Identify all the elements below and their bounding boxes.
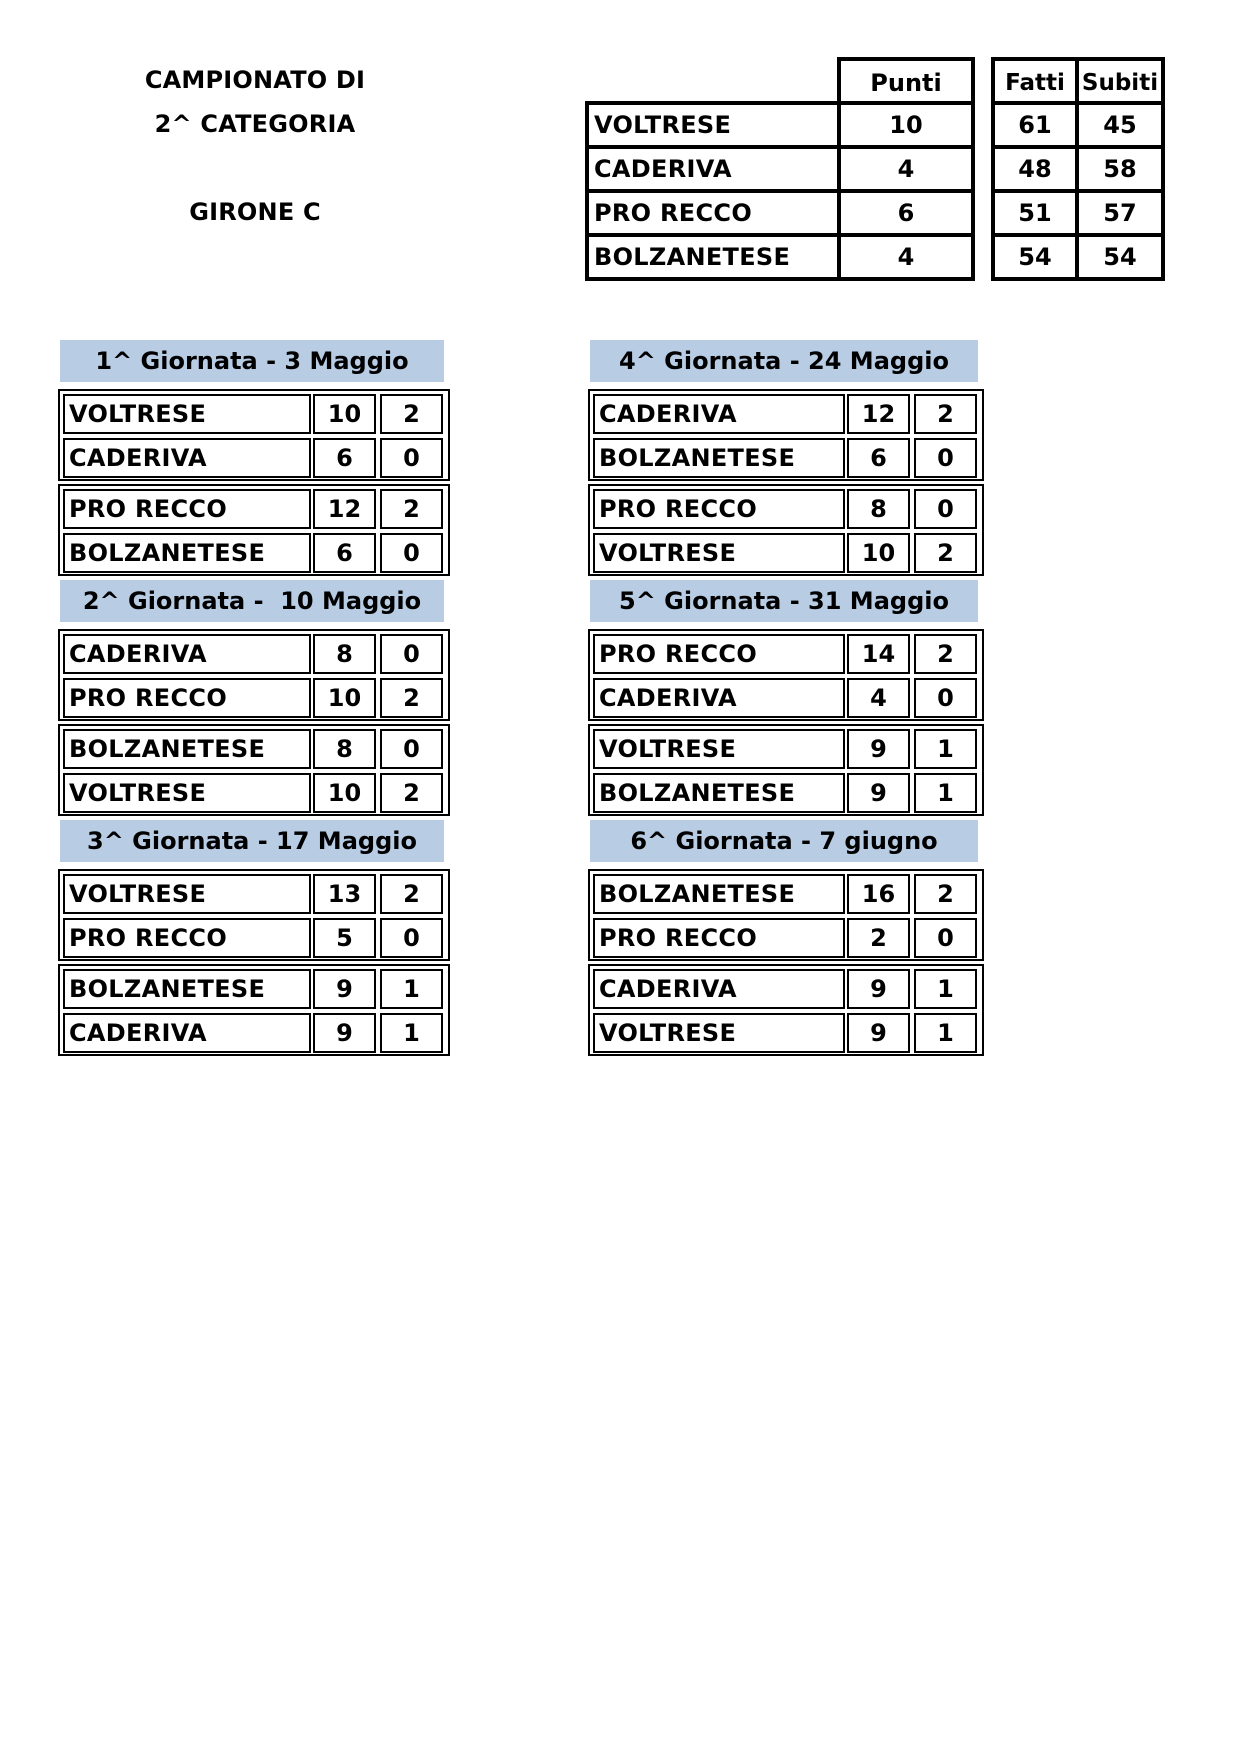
match-row (60, 874, 446, 914)
match-box (588, 869, 984, 961)
team-points: 2 (380, 489, 443, 529)
standings-fatti: 51 (991, 189, 1079, 237)
team-points: 2 (380, 773, 443, 813)
team-points: 0 (380, 634, 443, 674)
match-box (58, 389, 450, 481)
team-name: BOLZANETESE (63, 969, 311, 1009)
team-score: 10 (313, 678, 376, 718)
team-score: 10 (313, 394, 376, 434)
team-name: CADERIVA (63, 634, 311, 674)
title-line-2: 2^ CATEGORIA (154, 110, 356, 138)
giornata-header: 1^ Giornata - 3 Maggio (60, 340, 444, 382)
match-row (590, 438, 980, 478)
standings-team: VOLTRESE (585, 101, 841, 149)
standings-punti: 4 (837, 145, 975, 193)
team-points: 1 (380, 1013, 443, 1053)
team-points: 1 (380, 969, 443, 1009)
team-name: BOLZANETESE (593, 874, 845, 914)
standings-subiti: 54 (1075, 233, 1165, 281)
team-score: 8 (313, 729, 376, 769)
team-points: 1 (914, 773, 977, 813)
col-header-fatti: Fatti (991, 57, 1079, 105)
match-row (60, 678, 446, 718)
team-score: 14 (847, 634, 910, 674)
team-name: VOLTRESE (63, 773, 311, 813)
match-row (60, 773, 446, 813)
match-box (58, 964, 450, 1056)
col-header-punti: Punti (837, 57, 975, 105)
match-box (588, 484, 984, 576)
team-points: 0 (380, 918, 443, 958)
team-name: CADERIVA (63, 438, 311, 478)
match-row (60, 634, 446, 674)
team-name: PRO RECCO (63, 918, 311, 958)
giornata-header: 5^ Giornata - 31 Maggio (590, 580, 978, 622)
team-points: 2 (914, 874, 977, 914)
team-score: 6 (847, 438, 910, 478)
match-row (590, 1013, 980, 1053)
team-score: 16 (847, 874, 910, 914)
team-name: PRO RECCO (63, 678, 311, 718)
match-row (60, 533, 446, 573)
match-box (58, 484, 450, 576)
match-row (60, 918, 446, 958)
match-box (58, 629, 450, 721)
team-score: 9 (847, 969, 910, 1009)
team-name: PRO RECCO (593, 634, 845, 674)
team-score: 6 (313, 438, 376, 478)
team-name: VOLTRESE (593, 1013, 845, 1053)
standings-team: CADERIVA (585, 145, 841, 193)
team-points: 0 (914, 678, 977, 718)
team-name: CADERIVA (593, 678, 845, 718)
team-points: 0 (380, 438, 443, 478)
col-header-subiti: Subiti (1075, 57, 1165, 105)
match-row (590, 489, 980, 529)
title-line-3: GIRONE C (189, 198, 321, 226)
match-row (60, 969, 446, 1009)
match-row (60, 438, 446, 478)
standings-subiti: 45 (1075, 101, 1165, 149)
team-score: 6 (313, 533, 376, 573)
team-score: 8 (847, 489, 910, 529)
team-points: 2 (914, 533, 977, 573)
team-score: 9 (847, 773, 910, 813)
match-box (588, 724, 984, 816)
match-row (590, 634, 980, 674)
match-row (590, 729, 980, 769)
match-row (590, 533, 980, 573)
team-score: 12 (313, 489, 376, 529)
match-row (60, 489, 446, 529)
match-box (588, 964, 984, 1056)
team-name: PRO RECCO (63, 489, 311, 529)
match-box (58, 869, 450, 961)
giornata-header: 6^ Giornata - 7 giugno (590, 820, 978, 862)
giornata-header: 4^ Giornata - 24 Maggio (590, 340, 978, 382)
team-points: 0 (914, 438, 977, 478)
match-row (590, 678, 980, 718)
team-points: 1 (914, 1013, 977, 1053)
team-name: PRO RECCO (593, 918, 845, 958)
standings-punti: 4 (837, 233, 975, 281)
team-points: 2 (380, 874, 443, 914)
team-name: VOLTRESE (63, 874, 311, 914)
team-points: 0 (380, 729, 443, 769)
standings-fatti: 54 (991, 233, 1079, 281)
standings-punti: 10 (837, 101, 975, 149)
team-score: 10 (847, 533, 910, 573)
giornata-header: 3^ Giornata - 17 Maggio (60, 820, 444, 862)
team-score: 4 (847, 678, 910, 718)
match-box (58, 724, 450, 816)
standings-punti: 6 (837, 189, 975, 237)
match-row (590, 394, 980, 434)
match-row (60, 1013, 446, 1053)
team-points: 2 (380, 678, 443, 718)
team-name: BOLZANETESE (593, 773, 845, 813)
match-box (588, 629, 984, 721)
team-points: 1 (914, 729, 977, 769)
team-points: 2 (380, 394, 443, 434)
team-score: 2 (847, 918, 910, 958)
standings-team: BOLZANETESE (585, 233, 841, 281)
team-name: BOLZANETESE (63, 729, 311, 769)
team-name: VOLTRESE (593, 533, 845, 573)
match-box (588, 389, 984, 481)
team-score: 9 (313, 1013, 376, 1053)
team-points: 0 (914, 489, 977, 529)
team-score: 9 (847, 729, 910, 769)
team-name: CADERIVA (63, 1013, 311, 1053)
standings-subiti: 58 (1075, 145, 1165, 193)
match-row (590, 773, 980, 813)
team-points: 2 (914, 634, 977, 674)
team-points: 0 (914, 918, 977, 958)
title-line-1: CAMPIONATO DI (144, 66, 366, 94)
match-row (590, 874, 980, 914)
team-score: 9 (847, 1013, 910, 1053)
team-score: 12 (847, 394, 910, 434)
team-name: PRO RECCO (593, 489, 845, 529)
team-points: 1 (914, 969, 977, 1009)
standings-team: PRO RECCO (585, 189, 841, 237)
team-score: 9 (313, 969, 376, 1009)
standings-fatti: 48 (991, 145, 1079, 193)
match-row (60, 394, 446, 434)
match-row (590, 969, 980, 1009)
giornata-header: 2^ Giornata - 10 Maggio (60, 580, 444, 622)
team-name: CADERIVA (593, 969, 845, 1009)
team-points: 0 (380, 533, 443, 573)
team-name: VOLTRESE (593, 729, 845, 769)
standings-subiti: 57 (1075, 189, 1165, 237)
team-score: 5 (313, 918, 376, 958)
team-points: 2 (914, 394, 977, 434)
team-name: BOLZANETESE (63, 533, 311, 573)
standings-fatti: 61 (991, 101, 1079, 149)
match-row (590, 918, 980, 958)
team-name: VOLTRESE (63, 394, 311, 434)
team-score: 10 (313, 773, 376, 813)
team-name: CADERIVA (593, 394, 845, 434)
team-name: BOLZANETESE (593, 438, 845, 478)
team-score: 8 (313, 634, 376, 674)
team-score: 13 (313, 874, 376, 914)
match-row (60, 729, 446, 769)
